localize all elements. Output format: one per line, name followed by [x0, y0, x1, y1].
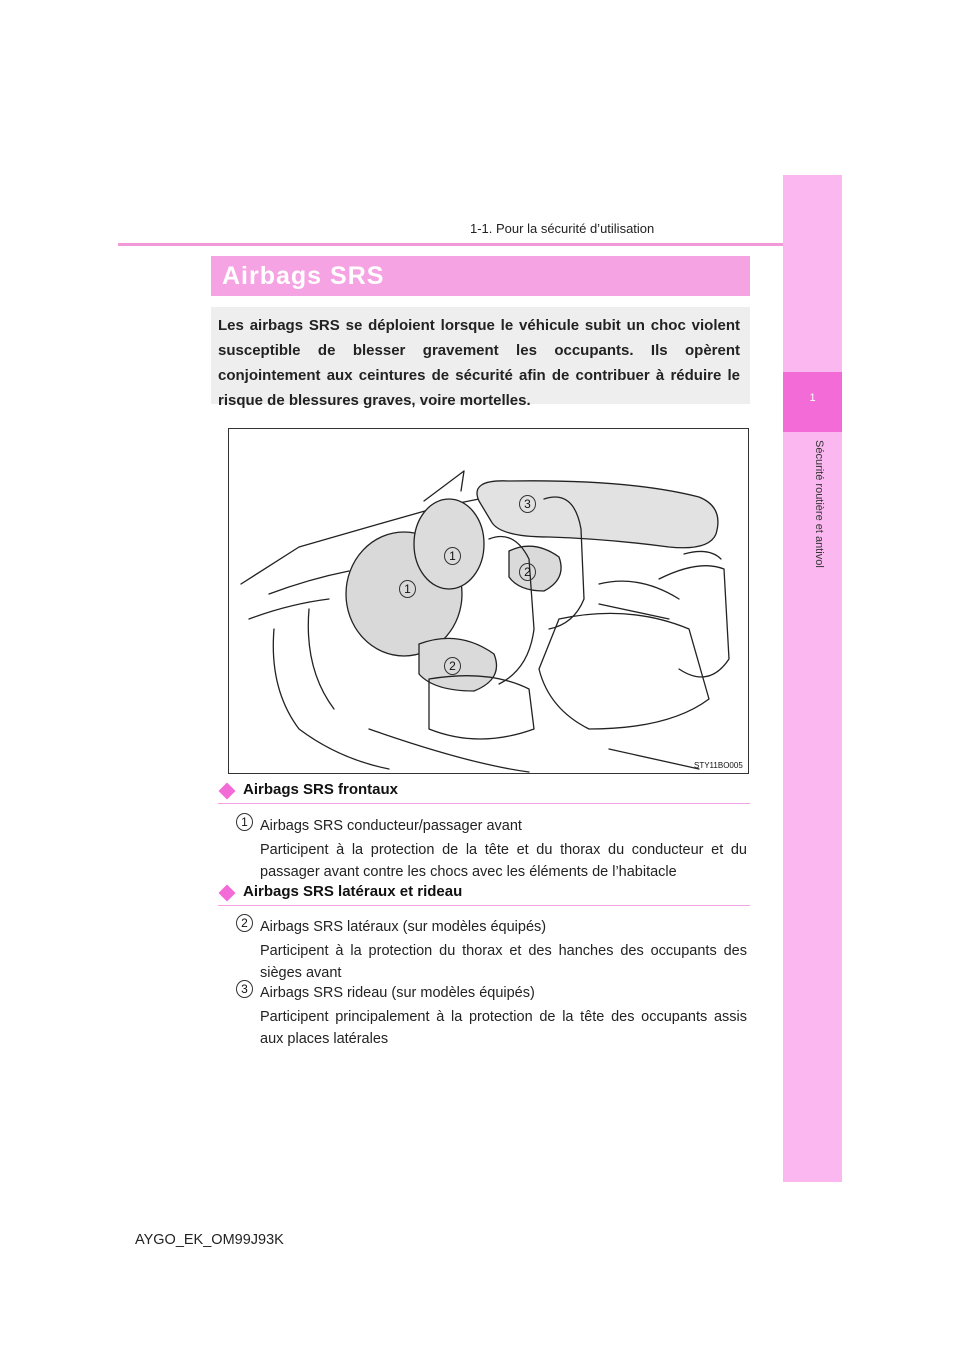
page-title: Airbags SRS: [222, 262, 385, 290]
document-code: AYGO_EK_OM99J93K: [135, 1232, 284, 1248]
callout-badge: 1: [444, 547, 461, 565]
chapter-title: Sécurité routière et antivol: [813, 440, 825, 568]
item-title: Airbags SRS latéraux (sur modèles équipés): [260, 919, 547, 935]
header-rule: [118, 243, 841, 246]
section-heading: Airbags SRS frontaux: [243, 781, 399, 798]
callout-badge: 3: [519, 495, 536, 513]
chapter-number: 1: [809, 392, 816, 404]
intro-text: Les airbags SRS se déploient lorsque le véhicule subit un choc violent susceptible de blesser gravement les occupants. Ils opèrent conjointement aux ceintures de sécurité afin de contribuer à réduire le risque de blessures graves, voire mortelles.: [218, 317, 740, 409]
car-interior-drawing: [229, 429, 748, 773]
callout-badge: 1: [399, 580, 416, 598]
callout-badge: 2: [444, 657, 461, 675]
item-description: Participent principalement à la protection de la tête des occupants assis aux places latérales: [260, 1009, 747, 1047]
diamond-icon: [219, 783, 236, 800]
item-number-badge: 1: [236, 813, 253, 831]
side-tab: [783, 175, 842, 1182]
item-number-badge: 2: [236, 914, 253, 932]
section-label: 1-1. Pour la sécurité d’utilisation: [470, 221, 655, 236]
item-title: Airbags SRS rideau (sur modèles équipés): [260, 985, 535, 1001]
airbag-illustration: [228, 428, 749, 774]
item-description: Participent à la protection du thorax et des hanches des occupants des sièges avant: [260, 943, 747, 981]
item-title: Airbags SRS conducteur/passager avant: [260, 818, 522, 834]
figure-code: STY11BO005: [694, 761, 743, 770]
diamond-icon: [219, 885, 236, 902]
item-number-badge: 3: [236, 980, 253, 998]
section-heading: Airbags SRS latéraux et rideau: [243, 883, 463, 900]
section-divider: [218, 905, 750, 906]
section-divider: [218, 803, 750, 804]
callout-badge: 2: [519, 563, 536, 581]
item-description: Participent à la protection de la tête et du thorax du conducteur et du passager avant contre les chocs avec les éléments de l’habitacle: [260, 842, 747, 880]
